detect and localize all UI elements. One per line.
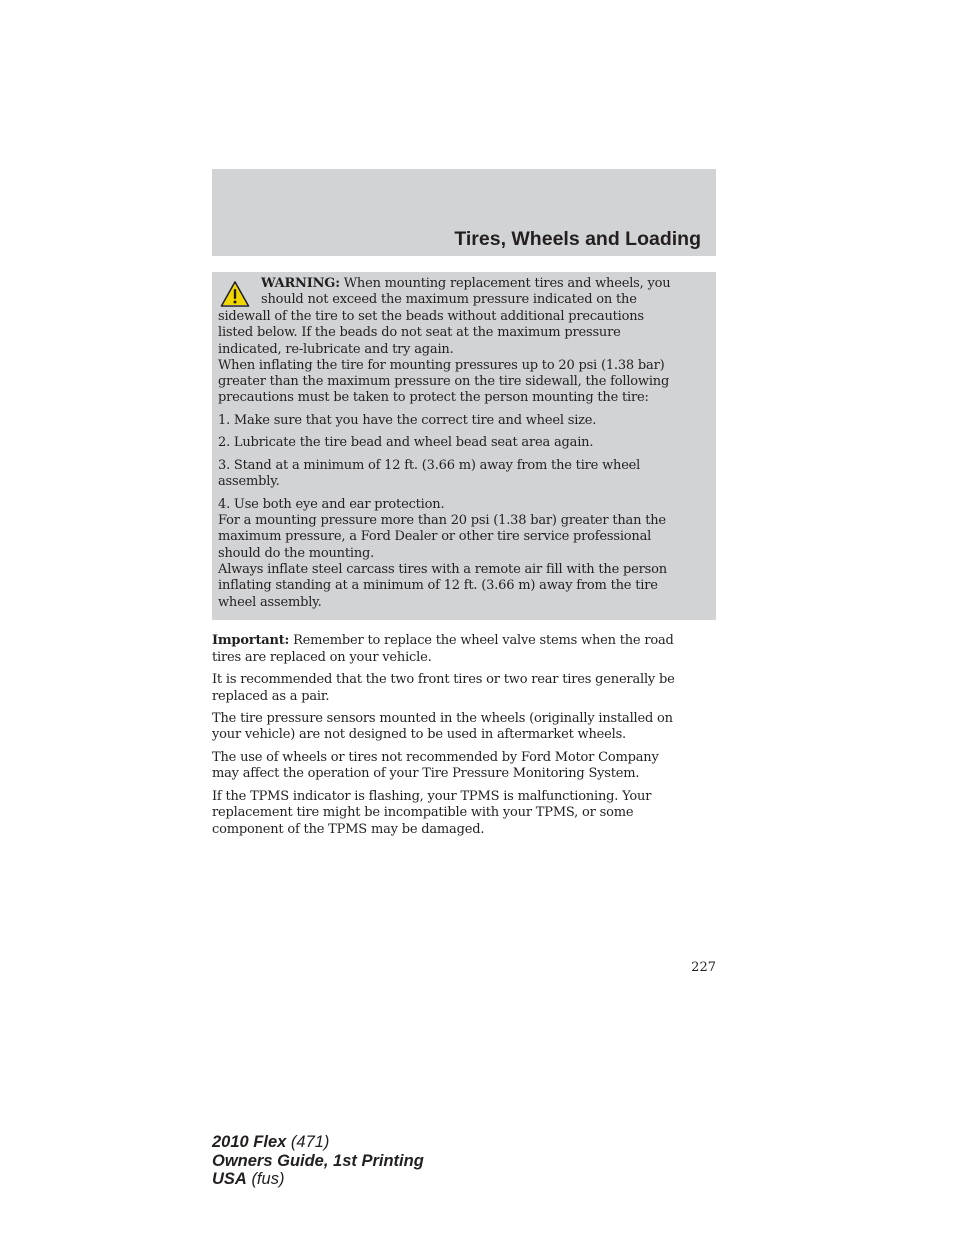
important-line-1: Important: Remember to replace the wheel valve stems when the road bbox=[212, 633, 674, 648]
footer bbox=[212, 1133, 424, 1189]
footer-guide-line: Owners Guide, 1st Printing bbox=[212, 1151, 424, 1170]
always-line-1: Always inflate steel carcass tires with a remote air fill with the person bbox=[218, 562, 667, 577]
warning-line-1: WARNING: When mounting replacement tires and wheels, you bbox=[261, 276, 671, 291]
warning-line-2: should not exceed the maximum pressure indicated on the bbox=[261, 292, 637, 307]
warning-line-4: listed below. If the beads do not seat at the maximum pressure bbox=[218, 325, 621, 340]
tpms-line-2: replacement tire might be incompatible with your TPMS, or some bbox=[212, 805, 634, 820]
section-header-band bbox=[212, 169, 716, 256]
footer-region-line: USA (fus) bbox=[212, 1170, 285, 1188]
warning-line-3: sidewall of the tire to set the beads without additional precautions bbox=[218, 309, 644, 324]
always-line-3: wheel assembly. bbox=[218, 595, 322, 610]
pair-line-1: It is recommended that the two front tires or two rear tires generally be bbox=[212, 672, 675, 687]
inflate-line-1: When inflating the tire for mounting pressures up to 20 psi (1.38 bar) bbox=[218, 358, 665, 373]
warning-label: WARNING: bbox=[261, 276, 340, 291]
step-2: 2. Lubricate the tire bead and wheel bead seat area again. bbox=[218, 435, 594, 450]
step-4: 4. Use both eye and ear protection. bbox=[218, 497, 445, 512]
footer-model-line: 2010 Flex (471) bbox=[212, 1133, 330, 1151]
warning-triangle-icon bbox=[220, 280, 250, 308]
more-pressure-line-3: should do the mounting. bbox=[218, 546, 375, 561]
warning-box bbox=[212, 272, 716, 620]
sensors-line-1: The tire pressure sensors mounted in the wheels (originally installed on bbox=[212, 711, 673, 726]
inflate-line-3: precautions must be taken to protect the person mounting the tire: bbox=[218, 390, 649, 405]
step-1: 1. Make sure that you have the correct tire and wheel size. bbox=[218, 413, 597, 428]
pair-line-2: replaced as a pair. bbox=[212, 689, 330, 704]
always-line-2: inflating standing at a minimum of 12 ft. (3.66 m) away from the tire bbox=[218, 578, 658, 593]
warning-line-5: indicated, re-lubricate and try again. bbox=[218, 342, 454, 357]
section-title: Tires, Wheels and Loading bbox=[454, 228, 701, 250]
page-number: 227 bbox=[691, 960, 716, 975]
tpms-line-1: If the TPMS indicator is flashing, your TPMS is malfunctioning. Your bbox=[212, 789, 652, 804]
ford-line-1: The use of wheels or tires not recommended by Ford Motor Company bbox=[212, 750, 659, 765]
step-3-line-1: 3. Stand at a minimum of 12 ft. (3.66 m) away from the tire wheel bbox=[218, 458, 641, 473]
step-3-line-2: assembly. bbox=[218, 474, 280, 489]
more-pressure-line-2: maximum pressure, a Ford Dealer or other tire service professional bbox=[218, 529, 652, 544]
important-label: Important: bbox=[212, 633, 290, 648]
ford-line-2: may affect the operation of your Tire Pressure Monitoring System. bbox=[212, 766, 640, 781]
sensors-line-2: your vehicle) are not designed to be used in aftermarket wheels. bbox=[212, 727, 626, 742]
important-line-2: tires are replaced on your vehicle. bbox=[212, 650, 432, 665]
tpms-line-3: component of the TPMS may be damaged. bbox=[212, 822, 485, 837]
more-pressure-line-1: For a mounting pressure more than 20 psi (1.38 bar) greater than the bbox=[218, 513, 666, 528]
inflate-line-2: greater than the maximum pressure on the tire sidewall, the following bbox=[218, 374, 670, 389]
